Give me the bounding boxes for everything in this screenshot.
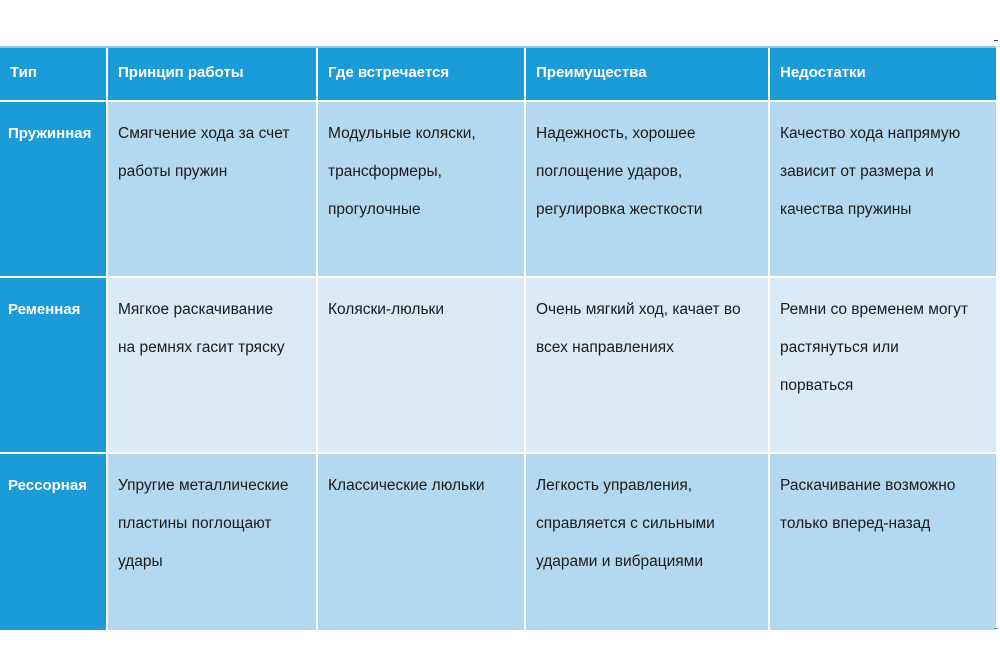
cell-line: зависит от размера и (780, 163, 934, 180)
cell-line: Легкость управления, (536, 477, 693, 494)
cell-line: Коляски-люльки (328, 301, 444, 318)
cell-line: Модульные коляски, (328, 125, 476, 142)
cell-line: поглощение ударов, (536, 163, 683, 180)
cell-pros (526, 102, 770, 278)
header-principle: Принцип работы (108, 48, 318, 102)
cell-line: всех направлениях (536, 339, 674, 356)
table-row (0, 102, 996, 278)
cell-line: качества пружины (780, 201, 912, 218)
cell-line: только вперед-назад (780, 515, 931, 532)
cell-line: справляется с сильными (536, 515, 715, 532)
cell-line: Ремни со временем могут (780, 301, 968, 318)
cell-pros (526, 278, 770, 454)
cell-where (318, 278, 526, 454)
cell-line: Смягчение хода за счет (118, 125, 290, 142)
cell-cons (770, 454, 996, 630)
cell-line: Надежность, хорошее (536, 125, 696, 142)
table-row (0, 454, 996, 630)
edge-tick (994, 40, 998, 41)
cell-principle (108, 454, 318, 630)
comparison-table (0, 46, 996, 630)
cell-line: пластины поглощают (118, 515, 272, 532)
edge-tick (994, 628, 998, 629)
cell-line: Мягкое раскачивание (118, 301, 274, 318)
header-type: Тип (0, 48, 108, 102)
cell-type: Ременная (0, 278, 108, 454)
cell-type: Пружинная (0, 102, 108, 278)
table-header-row (0, 46, 996, 102)
cell-line: регулировка жесткости (536, 201, 703, 218)
cell-pros (526, 454, 770, 630)
cell-line: удары (118, 553, 163, 570)
cell-line: Качество хода напрямую (780, 125, 961, 142)
cell-where (318, 454, 526, 630)
cell-where (318, 102, 526, 278)
cell-line: на ремнях гасит тряску (118, 339, 285, 356)
header-cons: Недостатки (770, 48, 996, 102)
cell-principle (108, 102, 318, 278)
cell-cons (770, 102, 996, 278)
cell-principle (108, 278, 318, 454)
cell-line: Классические люльки (328, 477, 485, 494)
cell-line: ударами и вибрациями (536, 553, 703, 570)
table-row (0, 278, 996, 454)
cell-type: Рессорная (0, 454, 108, 630)
cell-line: растянуться или (780, 339, 899, 356)
cell-line: порваться (780, 377, 854, 394)
header-where: Где встречается (318, 48, 526, 102)
cell-line: прогулочные (328, 201, 421, 218)
header-pros: Преимущества (526, 48, 770, 102)
cell-line: Очень мягкий ход, качает во (536, 301, 741, 318)
cell-cons (770, 278, 996, 454)
cell-line: Раскачивание возможно (780, 477, 956, 494)
cell-line: трансформеры, (328, 163, 442, 180)
cell-line: работы пружин (118, 163, 228, 180)
cell-line: Упругие металлические (118, 477, 289, 494)
